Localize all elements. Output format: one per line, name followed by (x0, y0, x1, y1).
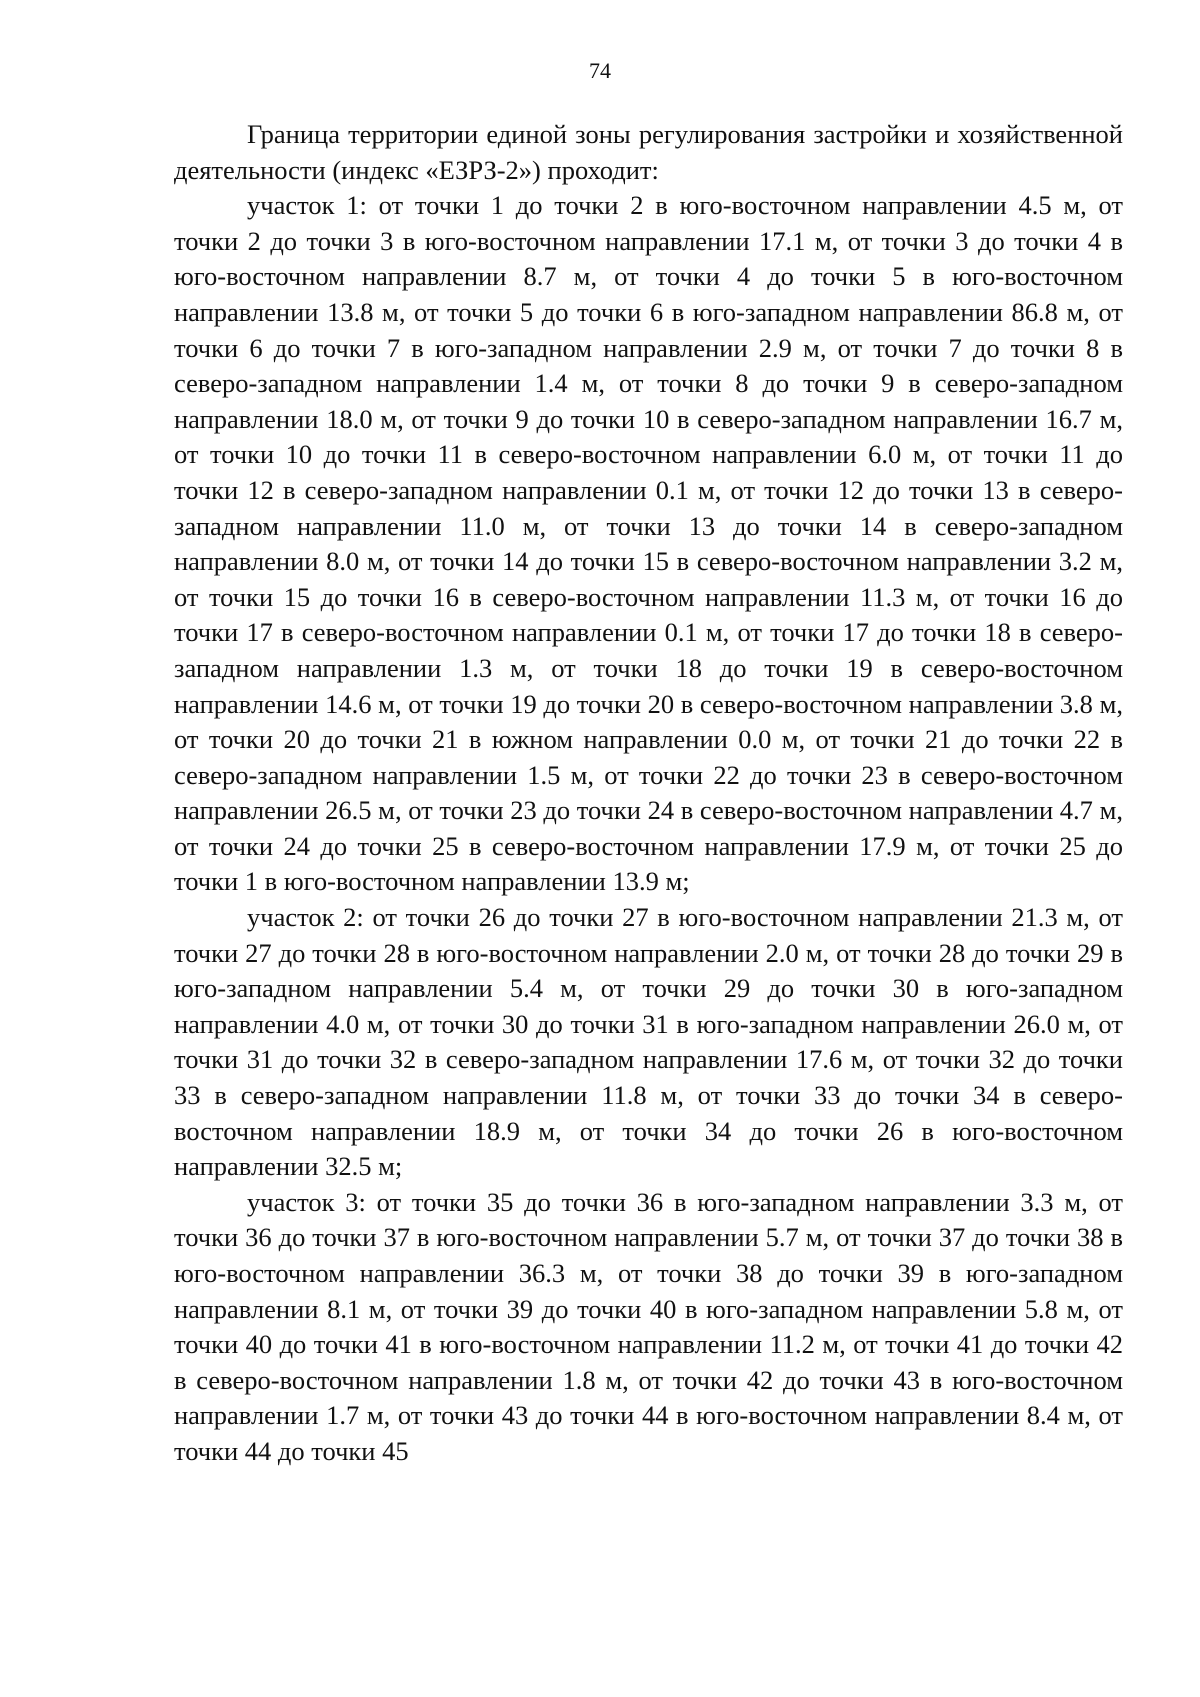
paragraph-boundary-intro: Граница территории единой зоны регулирования застройки и хозяйственной деятельности (индекс «ЕЗРЗ-2») проходит: (174, 119, 1123, 185)
paragraph-section-2: участок 2: от точки 26 до точки 27 в юго-восточном направлении 21.3 м, от точки 27 до точки 28 в юго-восточном направлении 2.0 м, от точки 28 до точки 29 в юго-западном направлении 5.4 м, от точки 29 до точки 30 в юго-западном направлении 4.0 м, от точки 30 до точки 31 в юго-западном направлении 26.0 м, от точки 31 до точки 32 в северо-западном направлении 17.6 м, от точки 32 до точки 33 в северо-западном направлении 11.8 м, от точки 33 до точки 34 в северо-восточном направлении 18.9 м, от точки 34 до точки 26 в юго-восточном направлении 32.5 м; (174, 902, 1123, 1182)
page-number: 74 (589, 58, 611, 83)
paragraph-section-3: участок 3: от точки 35 до точки 36 в юго-западном направлении 3.3 м, от точки 36 до точки 37 в юго-восточном направлении 5.7 м, от точки 37 до точки 38 в юго-восточном направлении 36.3 м, от точки 38 до точки 39 в юго-западном направлении 8.1 м, от точки 39 до точки 40 в юго-западном направлении 5.8 м, от точки 40 до точки 41 в юго-восточном направлении 11.2 м, от точки 41 до точки 42 в северо-восточном направлении 1.8 м, от точки 42 до точки 43 в юго-восточном направлении 1.7 м, от точки 43 до точки 44 в юго-восточном направлении 8.4 м, от точки 44 до точки 45 (174, 1186, 1123, 1466)
document-body (174, 117, 1123, 1470)
paragraph-section-1: участок 1: от точки 1 до точки 2 в юго-восточном направлении 4.5 м, от точки 2 до точки 3 в юго-восточном направлении 17.1 м, от точки 3 до точки 4 в юго-восточном направлении 8.7 м, от точки 4 до точки 5 в юго-восточном направлении 13.8 м, от точки 5 до точки 6 в юго-западном направлении 86.8 м, от точки 6 до точки 7 в юго-западном направлении 2.9 м, от точки 7 до точки 8 в северо-западном направлении 1.4 м, от точки 8 до точки 9 в северо-западном направлении 18.0 м, от точки 9 до точки 10 в северо-западном направлении 16.7 м, от точки 10 до точки 11 в северо-восточном направлении 6.0 м, от точки 11 до точки 12 в северо-западном направлении 0.1 м, от точки 12 до точки 13 в северо-западном направлении 11.0 м, от точки 13 до точки 14 в северо-западном направлении 8.0 м, от точки 14 до точки 15 в северо-восточном направлении 3.2 м, от точки 15 до точки 16 в северо-восточном направлении 11.3 м, от точки 16 до точки 17 в северо-восточном направлении 0.1 м, от точки 17 до точки 18 в северо-западном направлении 1.3 м, от точки 18 до точки 19 в северо-восточном направлении 14.6 м, от точки 19 до точки 20 в северо-восточном направлении 3.8 м, от точки 20 до точки 21 в южном направлении 0.0 м, от точки 21 до точки 22 в северо-западном направлении 1.5 м, от точки 22 до точки 23 в северо-восточном направлении 26.5 м, от точки 23 до точки 24 в северо-восточном направлении 4.7 м, от точки 24 до точки 25 в северо-восточном направлении 17.9 м, от точки 25 до точки 1 в юго-восточном направлении 13.9 м; (174, 190, 1123, 897)
